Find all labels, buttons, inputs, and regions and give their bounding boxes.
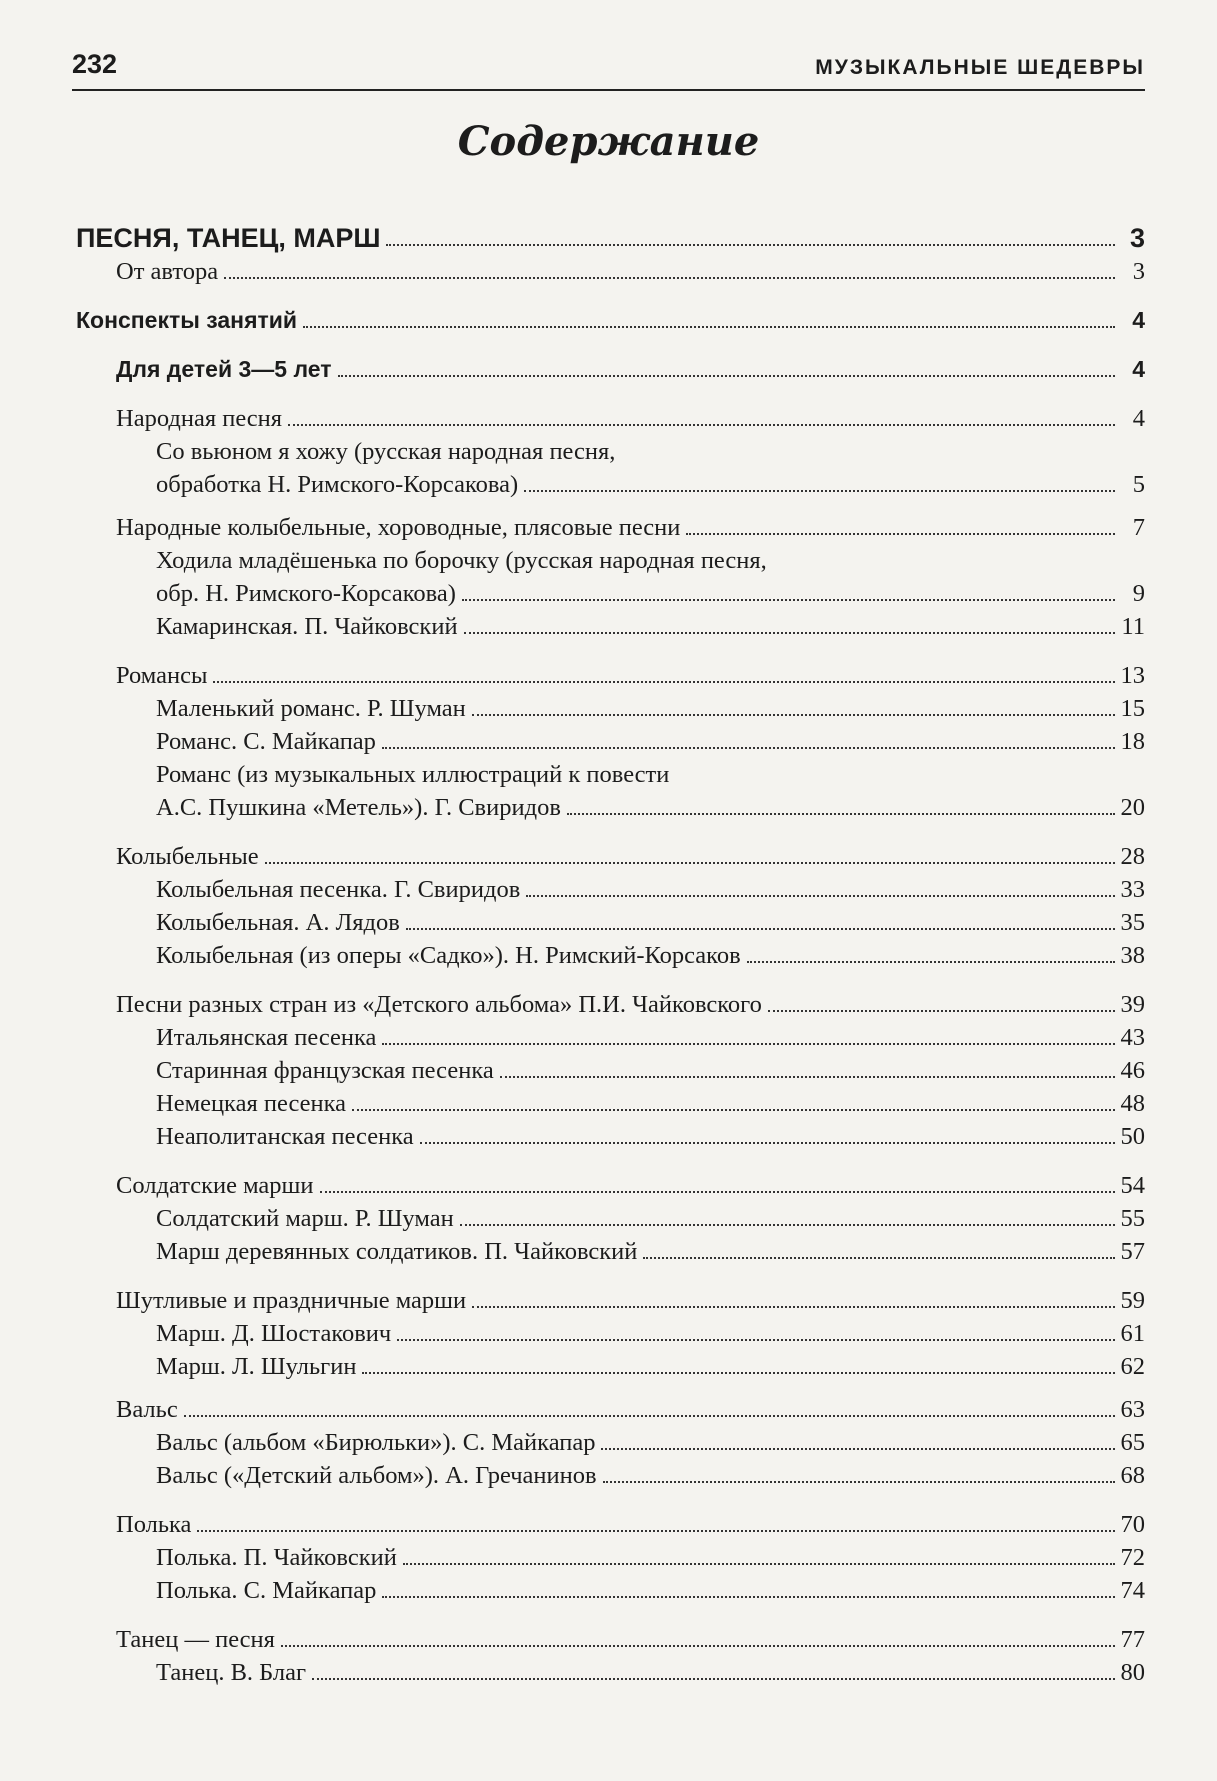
- toc-entry-text: Маленький романс. Р. Шуман: [156, 695, 466, 722]
- toc-page-number: 35: [1120, 909, 1145, 936]
- toc-page-number: 48: [1120, 1090, 1145, 1117]
- dot-leader: [382, 747, 1115, 749]
- toc-page-number: 3: [1129, 223, 1145, 253]
- dot-leader: [213, 681, 1115, 683]
- dot-leader: [462, 599, 1115, 601]
- toc-page-number: 20: [1120, 794, 1145, 821]
- toc-entry-text: Неаполитанская песенка: [156, 1123, 414, 1150]
- dot-leader: [472, 714, 1115, 716]
- toc-entry-text: Колыбельная (из оперы «Садко»). Н. Римский-Корсаков: [156, 942, 741, 969]
- toc-entry-section: [76, 1508, 1145, 1541]
- toc-entry-section: [76, 1623, 1145, 1656]
- toc-entry-age-group: [76, 353, 1145, 386]
- toc-page-number: 46: [1120, 1057, 1145, 1084]
- toc-page-number: 4: [1132, 356, 1145, 382]
- toc-page-number: 4: [1132, 307, 1145, 333]
- toc-entry-text: Колыбельная песенка. Г. Свиридов: [156, 876, 521, 903]
- table-of-contents: [76, 212, 1145, 1689]
- toc-entry-text: Итальянская песенка: [156, 1024, 377, 1051]
- dot-leader: [601, 1448, 1115, 1450]
- toc-entry-text: А.С. Пушкина «Метель»). Г. Свиридов: [156, 794, 561, 821]
- toc-page-number: 13: [1120, 662, 1145, 689]
- toc-entry-text: Колыбельные: [116, 843, 259, 870]
- toc-entry-text: Колыбельная. А. Лядов: [156, 909, 400, 936]
- toc-entry-text: Старинная французская песенка: [156, 1057, 494, 1084]
- toc-page-number: 54: [1120, 1172, 1145, 1199]
- dot-leader: [472, 1306, 1115, 1308]
- dot-leader: [524, 490, 1115, 492]
- toc-page-number: 62: [1120, 1353, 1145, 1380]
- toc-entry: [76, 1656, 1145, 1689]
- toc-page-number: 3: [1132, 258, 1145, 285]
- toc-entry-section: [76, 659, 1145, 692]
- header-rule: [72, 89, 1145, 91]
- toc-page-number: 59: [1120, 1287, 1145, 1314]
- toc-page-number: 68: [1120, 1462, 1145, 1489]
- toc-entry-text: Марш деревянных солдатиков. П. Чайковский: [156, 1238, 638, 1265]
- toc-entry: [76, 1087, 1145, 1120]
- toc-entry-part: [76, 222, 1145, 255]
- toc-entry: [76, 468, 1145, 501]
- toc-page-number: 57: [1120, 1238, 1145, 1265]
- toc-page-number: 28: [1120, 843, 1145, 870]
- toc-entry-text-line1: Романс (из музыкальных иллюстраций к повести: [156, 761, 670, 788]
- toc-entry: [76, 610, 1145, 643]
- dot-leader: [303, 326, 1115, 328]
- dot-leader: [406, 928, 1115, 930]
- toc-page-number: 5: [1132, 471, 1145, 498]
- toc-entry-section: [76, 1284, 1145, 1317]
- toc-entry-text: Полька: [116, 1511, 192, 1538]
- toc-entry: [76, 692, 1145, 725]
- toc-entry-text: Народные колыбельные, хороводные, плясовые песни: [116, 514, 681, 541]
- dot-leader: [526, 895, 1115, 897]
- toc-entry-text: Солдатские марши: [116, 1172, 314, 1199]
- toc-entry: [76, 873, 1145, 906]
- toc-entry-section: [76, 402, 1145, 435]
- dot-leader: [265, 862, 1115, 864]
- toc-page-number: 50: [1120, 1123, 1145, 1150]
- toc-entry: [76, 939, 1145, 972]
- toc-entry-text: Полька. П. Чайковский: [156, 1544, 397, 1571]
- dot-leader: [197, 1530, 1115, 1532]
- toc-entry-text: Танец. В. Благ: [156, 1659, 307, 1686]
- dot-leader: [281, 1645, 1115, 1647]
- toc-entry: [76, 1235, 1145, 1268]
- toc-entry-section: [76, 988, 1145, 1021]
- toc-entry-text: Романс. С. Майкапар: [156, 728, 376, 755]
- toc-entry-section: [76, 1393, 1145, 1426]
- dot-leader: [768, 1010, 1115, 1012]
- toc-page-number: 11: [1121, 613, 1145, 640]
- toc-entry: [76, 1459, 1145, 1492]
- dot-leader: [352, 1109, 1115, 1111]
- toc-entry: [76, 1317, 1145, 1350]
- toc-entry: [76, 1202, 1145, 1235]
- toc-entry-text: Романсы: [116, 662, 208, 689]
- toc-page-number: 43: [1120, 1024, 1145, 1051]
- toc-entry: [76, 1350, 1145, 1383]
- toc-entry-text: ПЕСНЯ, ТАНЕЦ, МАРШ: [76, 223, 381, 253]
- toc-entry: [76, 1054, 1145, 1087]
- dot-leader: [460, 1224, 1115, 1226]
- toc-entry-text: Марш. Л. Шульгин: [156, 1353, 357, 1380]
- toc-entry-text: обр. Н. Римского-Корсакова): [156, 580, 456, 607]
- toc-entry-text-line1: Со вьюном я хожу (русская народная песня,: [156, 438, 616, 465]
- toc-entry-text: Вальс (альбом «Бирюльки»). С. Майкапар: [156, 1429, 596, 1456]
- toc-entry-text: Немецкая песенка: [156, 1090, 347, 1117]
- toc-page-number: 39: [1120, 991, 1145, 1018]
- page-number: 232: [72, 49, 118, 79]
- toc-page-number: 15: [1120, 695, 1145, 722]
- toc-page-number: 65: [1120, 1429, 1145, 1456]
- toc-entry: [76, 577, 1145, 610]
- toc-entry-section: [76, 840, 1145, 873]
- toc-page-number: 74: [1120, 1577, 1145, 1604]
- toc-entry: [76, 255, 1145, 288]
- toc-page-number: 77: [1120, 1626, 1145, 1653]
- dot-leader: [288, 424, 1115, 426]
- dot-leader: [747, 961, 1115, 963]
- toc-page-number: 7: [1132, 514, 1145, 541]
- dot-leader: [362, 1372, 1115, 1374]
- dot-leader: [464, 632, 1115, 634]
- toc-entry: [76, 725, 1145, 758]
- toc-entry-text: Солдатский марш. Р. Шуман: [156, 1205, 454, 1232]
- toc-entry: [76, 1426, 1145, 1459]
- toc-page-number: 55: [1120, 1205, 1145, 1232]
- toc-entry: [76, 1120, 1145, 1153]
- dot-leader: [382, 1043, 1115, 1045]
- dot-leader: [686, 533, 1115, 535]
- toc-entry-section: [76, 511, 1145, 544]
- toc-page-number: 33: [1120, 876, 1145, 903]
- dot-leader: [382, 1596, 1115, 1598]
- dot-leader: [338, 375, 1115, 377]
- toc-entry: [76, 1021, 1145, 1054]
- toc-entry: [76, 1574, 1145, 1607]
- toc-entry-text: Вальс («Детский альбом»). А. Гречанинов: [156, 1462, 597, 1489]
- dot-leader: [386, 244, 1115, 246]
- toc-entry-text: Камаринская. П. Чайковский: [156, 613, 458, 640]
- dot-leader: [320, 1191, 1115, 1193]
- toc-page-number: 72: [1120, 1544, 1145, 1571]
- dot-leader: [643, 1257, 1115, 1259]
- toc-page-number: 4: [1132, 405, 1145, 432]
- page-header: [72, 40, 1145, 80]
- toc-entry: [76, 791, 1145, 824]
- toc-page-number: 18: [1120, 728, 1145, 755]
- dot-leader: [184, 1415, 1115, 1417]
- toc-entry-text: От автора: [116, 258, 219, 285]
- toc-entry-text: Конспекты занятий: [76, 307, 298, 333]
- toc-page-number: 80: [1120, 1659, 1145, 1686]
- dot-leader: [312, 1678, 1115, 1680]
- toc-entry: [76, 906, 1145, 939]
- toc-entry-text: обработка Н. Римского-Корсакова): [156, 471, 519, 498]
- toc-entry-text: Марш. Д. Шостакович: [156, 1320, 392, 1347]
- toc-entry: [76, 1541, 1145, 1574]
- dot-leader: [420, 1142, 1115, 1144]
- toc-page-number: 38: [1120, 942, 1145, 969]
- toc-entry-chapter: [76, 304, 1145, 337]
- toc-page-number: 9: [1132, 580, 1145, 607]
- toc-entry-text: Песни разных стран из «Детского альбома» П.И. Чайковского: [116, 991, 762, 1018]
- dot-leader: [403, 1563, 1115, 1565]
- running-head: МУЗЫКАЛЬНЫЕ ШЕДЕВРЫ: [815, 56, 1145, 79]
- dot-leader: [603, 1481, 1115, 1483]
- toc-entry-section: [76, 1169, 1145, 1202]
- toc-entry-text: Народная песня: [116, 405, 283, 432]
- page-title: Содержание: [457, 118, 760, 165]
- dot-leader: [500, 1076, 1115, 1078]
- toc-page-number: 61: [1120, 1320, 1145, 1347]
- toc-entry-text: Шутливые и праздничные марши: [116, 1287, 467, 1314]
- toc-entry-text-line1: Ходила младёшенька по борочку (русская народная песня,: [156, 547, 767, 574]
- toc-entry-text: Вальс: [116, 1396, 178, 1423]
- toc-entry-text: Танец — песня: [116, 1626, 275, 1653]
- dot-leader: [397, 1339, 1115, 1341]
- dot-leader: [224, 277, 1115, 279]
- toc-page-number: 63: [1120, 1396, 1145, 1423]
- dot-leader: [567, 813, 1115, 815]
- toc-entry-text: Полька. С. Майкапар: [156, 1577, 377, 1604]
- toc-entry-text: Для детей 3—5 лет: [116, 356, 332, 382]
- toc-page-number: 70: [1120, 1511, 1145, 1538]
